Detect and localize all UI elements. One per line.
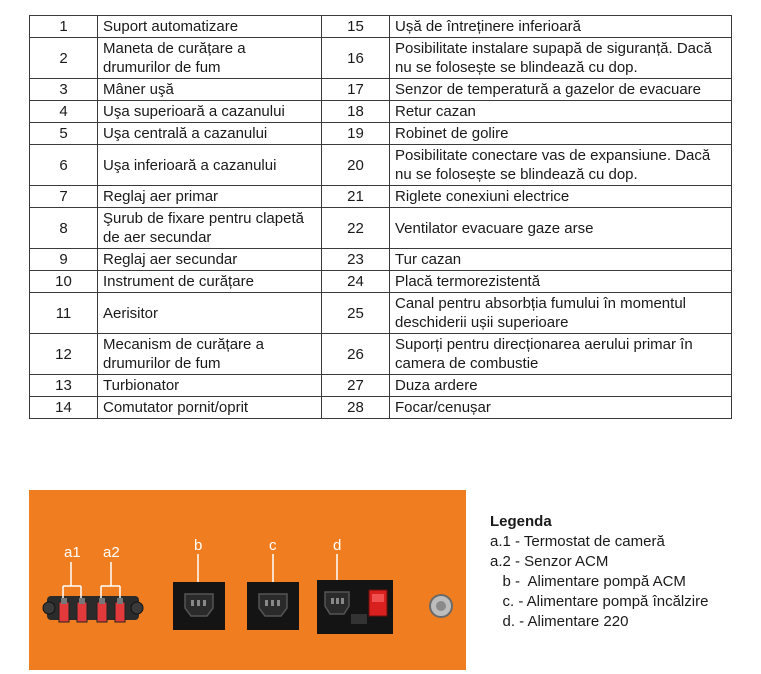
table-row [30,38,732,79]
item-number: 15 [322,16,390,38]
item-number: 6 [30,145,98,186]
table-row [30,375,732,397]
item-number: 27 [322,375,390,397]
legend-line: a.1 - Termostat de cameră [490,533,665,550]
panel-drawing [29,490,466,670]
item-number: 9 [30,249,98,271]
label-b: b [194,537,203,554]
item-number: 13 [30,375,98,397]
item-description: Ventilator evacuare gaze arse [390,208,732,249]
table-row [30,79,732,101]
item-description: Ușă de întreținere inferioară [390,16,732,38]
legend-line: b - Alimentare pompă ACM [490,573,686,590]
item-description: Duza ardere [390,375,732,397]
item-number: 10 [30,271,98,293]
item-description: Reglaj aer secundar [98,249,322,271]
item-description: Uşa centrală a cazanului [98,123,322,145]
label-a2: a2 [103,544,120,561]
item-description: Reglaj aer primar [98,186,322,208]
item-description: Şurub de fixare pentru clapetă de aer secundar [98,208,322,249]
table-row [30,186,732,208]
item-description: Retur cazan [390,101,732,123]
table-row [30,123,732,145]
legend-title: Legenda [490,513,552,530]
item-number: 4 [30,101,98,123]
item-description: Robinet de golire [390,123,732,145]
item-description: Aerisitor [98,293,322,334]
label-c: c [269,537,277,554]
item-number: 19 [322,123,390,145]
socket-c [247,554,299,630]
table-row [30,101,732,123]
table-row [30,145,732,186]
item-number: 11 [30,293,98,334]
item-description: Suport automatizare [98,16,322,38]
item-number: 24 [322,271,390,293]
item-number: 17 [322,79,390,101]
item-number: 22 [322,208,390,249]
item-number: 1 [30,16,98,38]
table-row [30,293,732,334]
item-description: Comutator pornit/oprit [98,397,322,419]
item-number: 20 [322,145,390,186]
item-number: 2 [30,38,98,79]
item-description: Tur cazan [390,249,732,271]
table-row [30,16,732,38]
power-inlet-d [317,554,393,634]
terminal-block [43,596,143,622]
item-number: 3 [30,79,98,101]
item-number: 8 [30,208,98,249]
item-number: 18 [322,101,390,123]
legend [490,512,708,632]
item-description: Suporți pentru direcționarea aerului primar în camera de combustie [390,334,732,375]
item-description: Mecanism de curățare a drumurilor de fum [98,334,322,375]
a2-pointer [101,562,120,598]
socket-b [173,554,225,630]
item-number: 5 [30,123,98,145]
item-description: Focar/cenușar [390,397,732,419]
item-description: Posibilitate conectare vas de expansiune. Dacă nu se folosește se blindează cu dop. [390,145,732,186]
item-description: Turbionator [98,375,322,397]
item-number: 28 [322,397,390,419]
item-description: Senzor de temperatură a gazelor de evacuare [390,79,732,101]
label-d: d [333,537,342,554]
table-row [30,249,732,271]
item-description: Uşa superioară a cazanului [98,101,322,123]
table-row [30,334,732,375]
item-number: 7 [30,186,98,208]
item-description: Uşa inferioară a cazanului [98,145,322,186]
item-description: Maneta de curățare a drumurilor de fum [98,38,322,79]
label-a1: a1 [64,544,81,561]
item-number: 26 [322,334,390,375]
item-description: Riglete conexiuni electrice [390,186,732,208]
table-row [30,397,732,419]
item-description: Placă termorezistentă [390,271,732,293]
parts-table [29,15,732,419]
item-description: Posibilitate instalare supapă de siguranță. Dacă nu se folosește se blindează cu dop. [390,38,732,79]
item-number: 23 [322,249,390,271]
cable-grommet [430,595,452,617]
item-number: 14 [30,397,98,419]
legend-line: a.2 - Senzor ACM [490,553,609,570]
item-description: Mâner uşă [98,79,322,101]
item-description: Canal pentru absorbția fumului în momentul deschiderii ușii superioare [390,293,732,334]
item-number: 16 [322,38,390,79]
table-row [30,271,732,293]
item-number: 12 [30,334,98,375]
electrical-panel [29,490,466,670]
table-row [30,208,732,249]
legend-line: d. - Alimentare 220 [490,613,629,630]
legend-line: c. - Alimentare pompă încălzire [490,593,709,610]
a1-pointer [63,562,81,598]
item-number: 21 [322,186,390,208]
item-description: Instrument de curățare [98,271,322,293]
item-number: 25 [322,293,390,334]
